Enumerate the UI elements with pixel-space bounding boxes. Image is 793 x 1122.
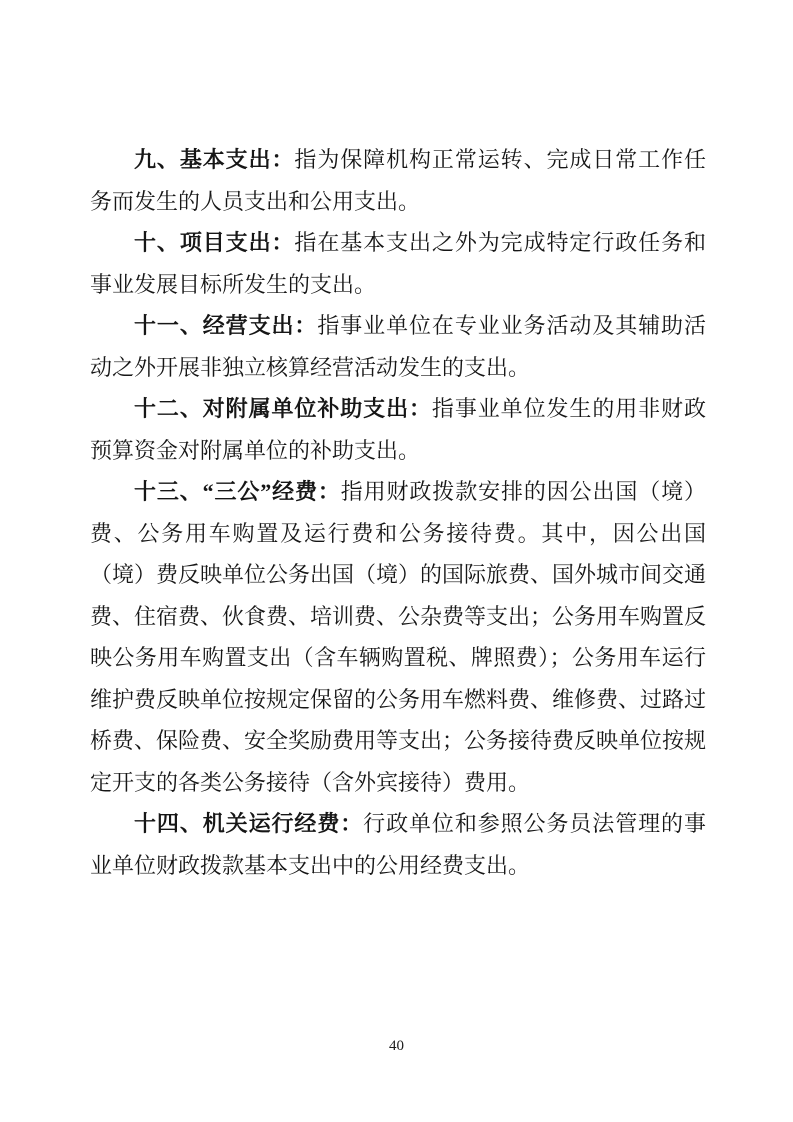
term-label: 十、项目支出： — [134, 230, 295, 255]
term-label: 十一、经营支出： — [134, 313, 318, 338]
term-definition: 指用财政拨款安排的因公出国（境）费、公务用车购置及运行费和公务接待费。其中，因公出国（境）费反映单位公务出国（境）的国际旅费、国外城市间交通费、住宿费、伙食费、培训费、公杂费等支出；公务用车购置反映公务用车购置支出（含车辆购置税、牌照费）；公务用车运行维护费反映单位按规定保留的公务用车燃料费、维修费、过路过桥费、保险费、安全奖励费用等支出；公务接待费反映单位按规定开支的各类公务接待（含外宾接待）费用。 — [90, 479, 707, 795]
definition-paragraph — [90, 388, 706, 471]
definition-paragraph — [90, 139, 706, 222]
term-definition: 指为保障机构正常运转、完成日常工作任务而发生的人员支出和公用支出。 — [90, 147, 706, 214]
term-label: 十二、对附属单位补助支出： — [134, 396, 432, 421]
definition-paragraph — [90, 222, 706, 305]
definition-paragraph — [90, 305, 706, 388]
term-definition: 指事业单位发生的用非财政预算资金对附属单位的补助支出。 — [90, 396, 706, 463]
document-body — [90, 139, 706, 886]
definition-paragraph — [90, 471, 706, 803]
term-definition: 行政单位和参照公务员法管理的事业单位财政拨款基本支出中的公用经费支出。 — [90, 811, 706, 878]
term-definition: 指在基本支出之外为完成特定行政任务和事业发展目标所发生的支出。 — [90, 230, 706, 297]
term-label: 十三、“三公”经费： — [134, 479, 341, 504]
page-number: 40 — [389, 1038, 404, 1054]
term-label: 九、基本支出： — [134, 147, 295, 172]
definition-paragraph — [90, 803, 706, 886]
term-definition: 指事业单位在专业业务活动及其辅助活动之外开展非独立核算经营活动发生的支出。 — [90, 313, 706, 380]
term-label: 十四、机关运行经费： — [134, 811, 364, 836]
